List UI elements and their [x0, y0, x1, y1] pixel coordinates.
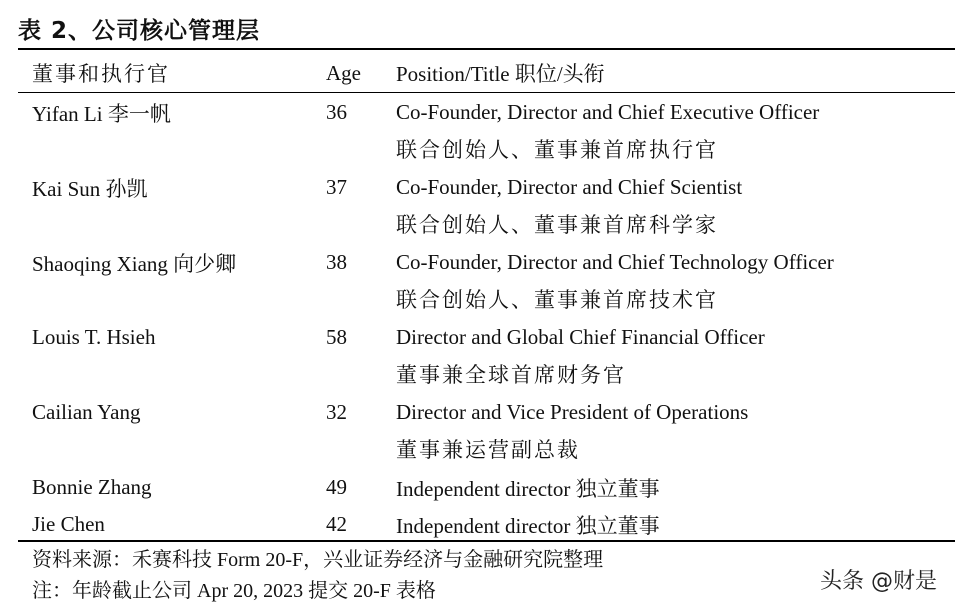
row-age: 49 [326, 475, 347, 499]
row-age: 38 [326, 250, 347, 274]
row-age: 58 [326, 325, 347, 349]
row-age: 36 [326, 100, 347, 124]
row-age: 37 [326, 175, 347, 199]
header-name: 董事和执行官 [32, 62, 170, 86]
row-position-cn: 联合创始人、董事兼首席科学家 [396, 213, 718, 237]
row-position-cn: 董事兼运营副总裁 [396, 438, 580, 462]
row-age: 32 [326, 400, 347, 424]
row-position-en: Director and Global Chief Financial Officer [396, 325, 765, 349]
bottom-rule [18, 540, 955, 542]
row-position-cn: 联合创始人、董事兼首席技术官 [396, 288, 718, 312]
source-note: 资料来源：禾赛科技 Form 20-F，兴业证券经济与金融研究院整理 [32, 549, 604, 571]
row-position-cn: 董事兼全球首席财务官 [396, 363, 626, 387]
row-name: Cailian Yang [32, 400, 141, 424]
row-position-en: Co-Founder, Director and Chief Technology Officer [396, 250, 834, 274]
footnote: 注：年龄截止公司 Apr 20, 2023 提交 20-F 表格 [32, 580, 436, 602]
row-position-en: Independent director 独立董事 [396, 514, 660, 538]
watermark: 头条 @财是 [820, 569, 937, 594]
row-name: Jie Chen [32, 512, 105, 536]
row-name: Louis T. Hsieh [32, 325, 156, 349]
row-age: 42 [326, 512, 347, 536]
row-position-en: Co-Founder, Director and Chief Executive Officer [396, 100, 820, 124]
header-position: Position/Title 职位/头衔 [396, 62, 605, 86]
header-rule [18, 92, 955, 93]
row-position-cn: 联合创始人、董事兼首席执行官 [396, 138, 718, 162]
row-name: Shaoqing Xiang 向少卿 [32, 252, 237, 276]
row-position-en: Director and Vice President of Operations [396, 400, 749, 424]
row-name: Bonnie Zhang [32, 475, 152, 499]
table-title: 表 2、公司核心管理层 [18, 18, 261, 44]
row-position-en: Co-Founder, Director and Chief Scientist [396, 175, 743, 199]
top-rule [18, 48, 955, 50]
row-name: Kai Sun 孙凯 [32, 177, 148, 201]
header-age: Age [326, 61, 361, 85]
row-name: Yifan Li 李一帆 [32, 102, 171, 126]
row-position-en: Independent director 独立董事 [396, 477, 660, 501]
